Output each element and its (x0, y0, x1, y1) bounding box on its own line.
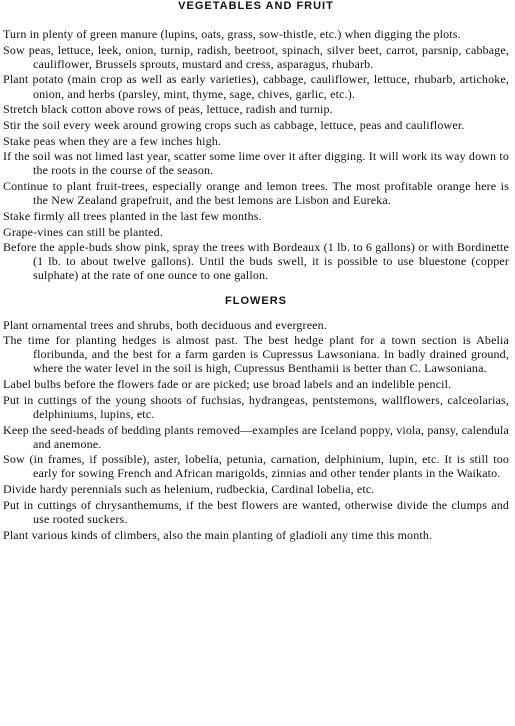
section-heading: FLOWERS (225, 294, 287, 307)
list-item: Label bulbs before the flowers fade or are picked; use broad labels and an indelible pencil. (3, 377, 452, 392)
list-item: Put in cuttings of the young shoots of fuchsias, hydrangeas, pentstemons, wallflowers, calceolarias, delphiniums, lupins, etc. (3, 392, 509, 421)
list-item: Keep the seed-heads of bedding plants removed—examples are Iceland poppy, viola, pansy, calendula and anemone. (3, 422, 509, 451)
list-item: Turn in plenty of green manure (lupins, oats, grass, sow-thistle, etc.) when digging the plots. (3, 27, 461, 41)
list-item: Plant ornamental trees and shrubs, both deciduous and evergreen. (3, 317, 327, 332)
list-item: If the soil was not limed last year, scatter some lime over it after digging. It will work its way down to the roots in the course of the season. (3, 149, 509, 178)
list-item: Stake firmly all trees planted in the last few months. (3, 208, 262, 223)
list-item: Grape-vines can still be planted. (3, 224, 163, 239)
list-item: Continue to plant fruit-trees, especially orange and lemon trees. The most profitable orange here is the New Zealand grapefruit, and the best lemons are Lisbon and Eureka. (3, 179, 509, 208)
section-flowers (3, 295, 509, 542)
list-item: Plant various kinds of climbers, also the main planting of gladioli any time this month. (3, 527, 433, 542)
section-vegetables-and-fruit (3, 0, 509, 283)
instruction-list (3, 318, 509, 542)
list-item: Stir the soil every week around growing crops such as cabbage, lettuce, peas and cauliflower. (3, 117, 465, 132)
list-item: Put in cuttings of chrysanthemums, if the best flowers are wanted, otherwise divide the clumps and use rooted suckers. (3, 497, 509, 526)
list-item: Before the apple-buds show pink, spray the trees with Bordeaux (1 lb. to 6 gallons) or with Bordinette (1 lb. to about twelve gallons). Until the buds swell, it is possible to use bluestone (copper sulphate) at the rate of one ounce to one gallon. (3, 240, 509, 283)
list-item: Stretch black cotton above rows of peas, lettuce, radish and turnip. (3, 102, 333, 117)
instruction-list (3, 27, 509, 283)
list-item: Stake peas when they are a few inches high. (3, 133, 222, 148)
list-item: Plant potato (main crop as well as early varieties), cabbage, cauliflower, lettuce, rhubarb, artichoke, onion, and herbs (parsley, mint, thyme, sage, chives, garlic, etc.). (3, 72, 509, 101)
list-item: Sow peas, lettuce, leek, onion, turnip, radish, beetroot, spinach, silver beet, carrot, parsnip, cabbage, cauliflower, Brussels sprouts, mustard and cress, asparagus, rhubarb. (3, 42, 509, 71)
list-item: Divide hardy perennials such as helenium, rudbeckia, Cardinal lobelia, etc. (3, 482, 375, 497)
list-item: The time for planting hedges is almost past. The best hedge plant for a town section is Abelia floribunda, and the best for a farm garden is Cupressus Lawsoniana. In badly drained ground, where the water level in the soil is high, Cupressus Benthamii is better than C. Lawsoniana. (3, 333, 509, 376)
list-item: Sow (in frames, if possible), aster, lobelia, petunia, carnation, delphinium, lupin, etc. It is still too early for sowing French and African marigolds, zinnias and other tender plants in the Waikato. (3, 452, 509, 481)
section-heading: VEGETABLES AND FRUIT (178, 0, 334, 12)
